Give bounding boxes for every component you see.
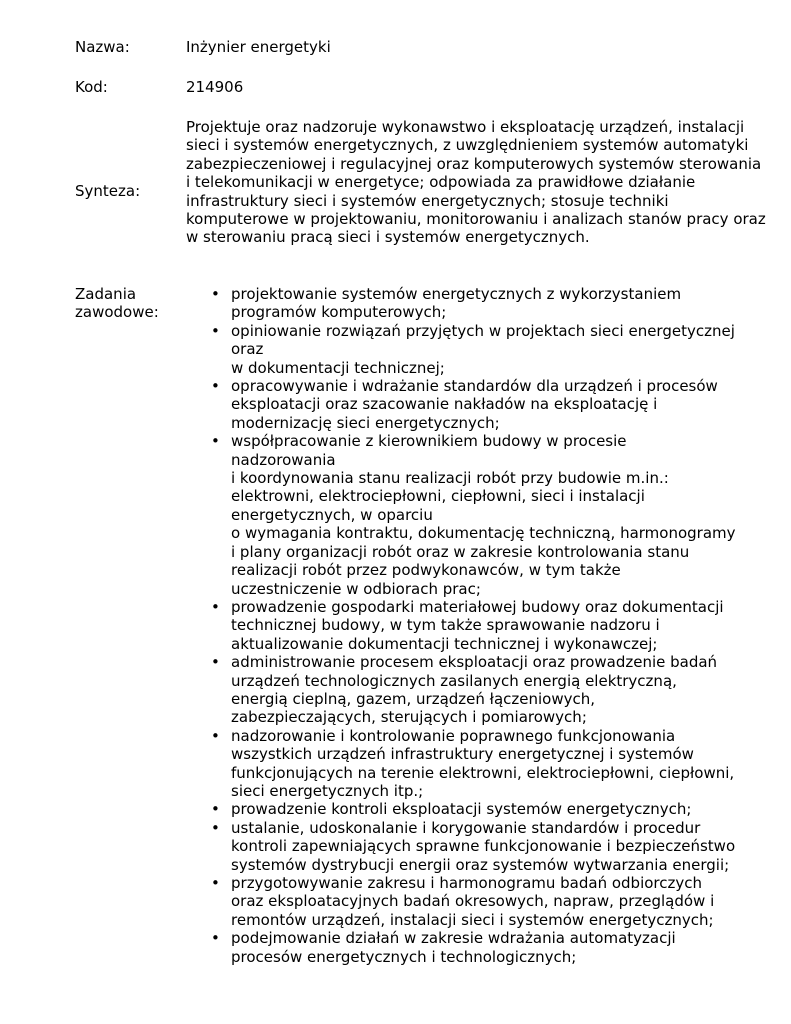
name-value: Inżynier energetyki (186, 38, 331, 56)
list-item: • opiniowanie rozwiązań przyjętych w projektach sieci energetycznej oraz w dokumentacji technicznej; (186, 322, 761, 377)
list-item: • przygotowywanie zakresu i harmonogramu badań odbiorczych oraz eksploatacyjnych badań okresowych, napraw, przeglądów i remontów urządzeń, instalacji sieci i systemów energetycznych; (186, 874, 761, 929)
list-item: • administrowanie procesem eksploatacji oraz prowadzenie badań urządzeń technologicznych zasilanych energią elektryczną, energią cieplną, gazem, urządzeń łączeniowych, zabezpieczających, sterujących i pomiarowych; (186, 653, 761, 727)
synthesis-value: Projektuje oraz nadzoruje wykonawstwo i eksploatację urządzeń, instalacji sieci i systemów energetycznych, z uwzględnieniem systemów automatyki zabezpieczeniowej i regulacyjnej oraz komputerowych systemów sterowania i telekomunikacji w energetyce; odpowiada za prawidłowe działanie infrastruktury sieci i systemów energetycznych; stosuje techniki komputerowe w projektowaniu, monitorowaniu i analizach stanów pracy oraz w sterowaniu pracą sieci i systemów energetycznych. (186, 118, 766, 247)
list-item: • projektowanie systemów energetycznych z wykorzystaniem programów komputerowych; (186, 285, 761, 322)
synthesis-row (75, 118, 766, 268)
name-label: Nazwa: (75, 38, 130, 56)
list-item: • nadzorowanie i kontrolowanie poprawnego funkcjonowania wszystkich urządzeń infrastruktury energetycznej i systemów funkcjonujących na terenie elektrowni, elektrociepłowni, ciepłowni, sieci energetycznych itp.; (186, 727, 761, 801)
tasks-list (186, 285, 786, 966)
list-item: • ustalanie, udoskonalanie i korygowanie standardów i procedur kontroli zapewniających sprawne funkcjonowanie i bezpieczeństwo systemów dystrybucji energii oraz systemów wytwarzania energii; (186, 819, 761, 874)
synthesis-label: Synteza: (75, 182, 141, 200)
code-label: Kod: (75, 78, 108, 96)
name-row (75, 38, 761, 58)
list-item: • współpracowanie z kierownikiem budowy w procesie nadzorowania i koordynowania stanu realizacji robót przy budowie m.in.: elektrowni, elektrociepłowni, ciepłowni, sieci i instalacji energetycznych, w oparciu o wymagania kontraktu, dokumentację techniczną, harmonogramy i plany organizacji robót oraz w zakresie kontrolowania stanu realizacji robót przez podwykonawców, w tym także uczestniczenie w odbiorach prac; (186, 432, 761, 598)
list-item: • podejmowanie działań w zakresie wdrażania automatyzacji procesów energetycznych i technologicznych; (186, 929, 761, 966)
list-item: • prowadzenie kontroli eksploatacji systemów energetycznych; (186, 800, 761, 818)
list-item: • prowadzenie gospodarki materiałowej budowy oraz dokumentacji technicznej budowy, w tym także sprawowanie nadzoru i aktualizowanie dokumentacji technicznej i wykonawczej; (186, 598, 761, 653)
tasks-label: Zadania zawodowe: (75, 285, 159, 322)
code-value: 214906 (186, 78, 244, 96)
list-item: • opracowywanie i wdrażanie standardów dla urządzeń i procesów eksploatacji oraz szacowanie nakładów na eksploatację i modernizację sieci energetycznych; (186, 377, 761, 432)
code-row (75, 78, 761, 98)
